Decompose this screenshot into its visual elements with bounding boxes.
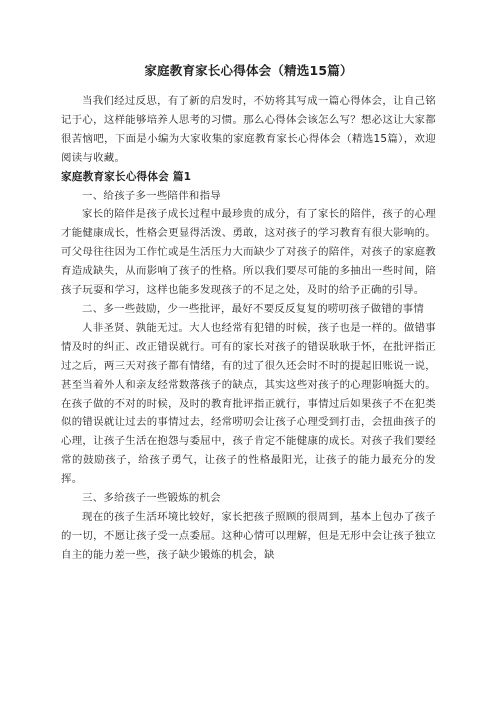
subheading-1: 一、给孩子多一些陪伴和指导 — [82, 189, 221, 202]
body-paragraph-2: 人非圣贤、孰能无过。大人也经常有犯错的时候，孩子也是一样的。做错事情及时的纠正、改正错误就行。可有的家长对孩子的错误耿耿于怀，在批评指正过之后，两三天对孩子都有情绪，有的过了很久还会时不时的提起旧账说一说，甚至当着外人和亲友经常数落孩子的缺点，其实这些对孩子的心理影响挺大的。在孩子做的不对的时候，及时的教育批评指正就行，事情过后如果孩子不在犯类似的错误就让过去的事情过去，经常唠叨会让孩子心理受到打击，会扭曲孩子的心理，让孩子生活在抱怨与委屈中，孩子肯定不能健康的成长。对孩子我们要经常的鼓励孩子，给孩子勇气，让孩子的性格最阳光，让孩子的能力最充分的发挥。 — [61, 321, 436, 486]
section-heading: 家庭教育家长心得体会 篇1 — [61, 170, 192, 183]
subheading-2: 二、多一些鼓励，少一些批评，最好不要反反复复的唠叨孩子做错的事情 — [82, 302, 425, 315]
body-paragraph-3: 现在的孩子生活环境比较好，家长把孩子照顾的很周到，基本上包办了孩子的一切，不愿让孩子受一点委屈。这种心情可以理解，但是无形中会让孩子独立自主的能力差一些，孩子缺少锻炼的机会，缺 — [61, 510, 436, 561]
intro-paragraph: 当我们经过反思，有了新的启发时，不妨将其写成一篇心得体会，让自己铭记于心，这样能够培养人思考的习惯。那么心得体会该怎么写？想必这让大家都很苦恼吧，下面是小编为大家收集的家庭教育家长心得体会（精选15篇），欢迎阅读与收藏。 — [61, 95, 436, 164]
body-paragraph-1: 家长的陪伴是孩子成长过程中最珍贵的成分，有了家长的陪伴，孩子的心理才能健康成长，性格会更显得活泼、勇敢，这对孩子的学习教育有很大影响的。可父母往往因为工作忙或是生活压力大而缺少了对孩子的陪伴，对孩子的家庭教育造成缺失，从而影响了孩子的性格。所以我们要尽可能的多抽出一些时间，陪孩子玩耍和学习，这样也能多发现孩子的不足之处，及时的给予正确的引导。 — [61, 208, 436, 297]
subheading-3: 三、多给孩子一些锻炼的机会 — [82, 492, 221, 505]
document-title: 家庭教育家长心得体会（精选15篇） — [144, 63, 353, 78]
